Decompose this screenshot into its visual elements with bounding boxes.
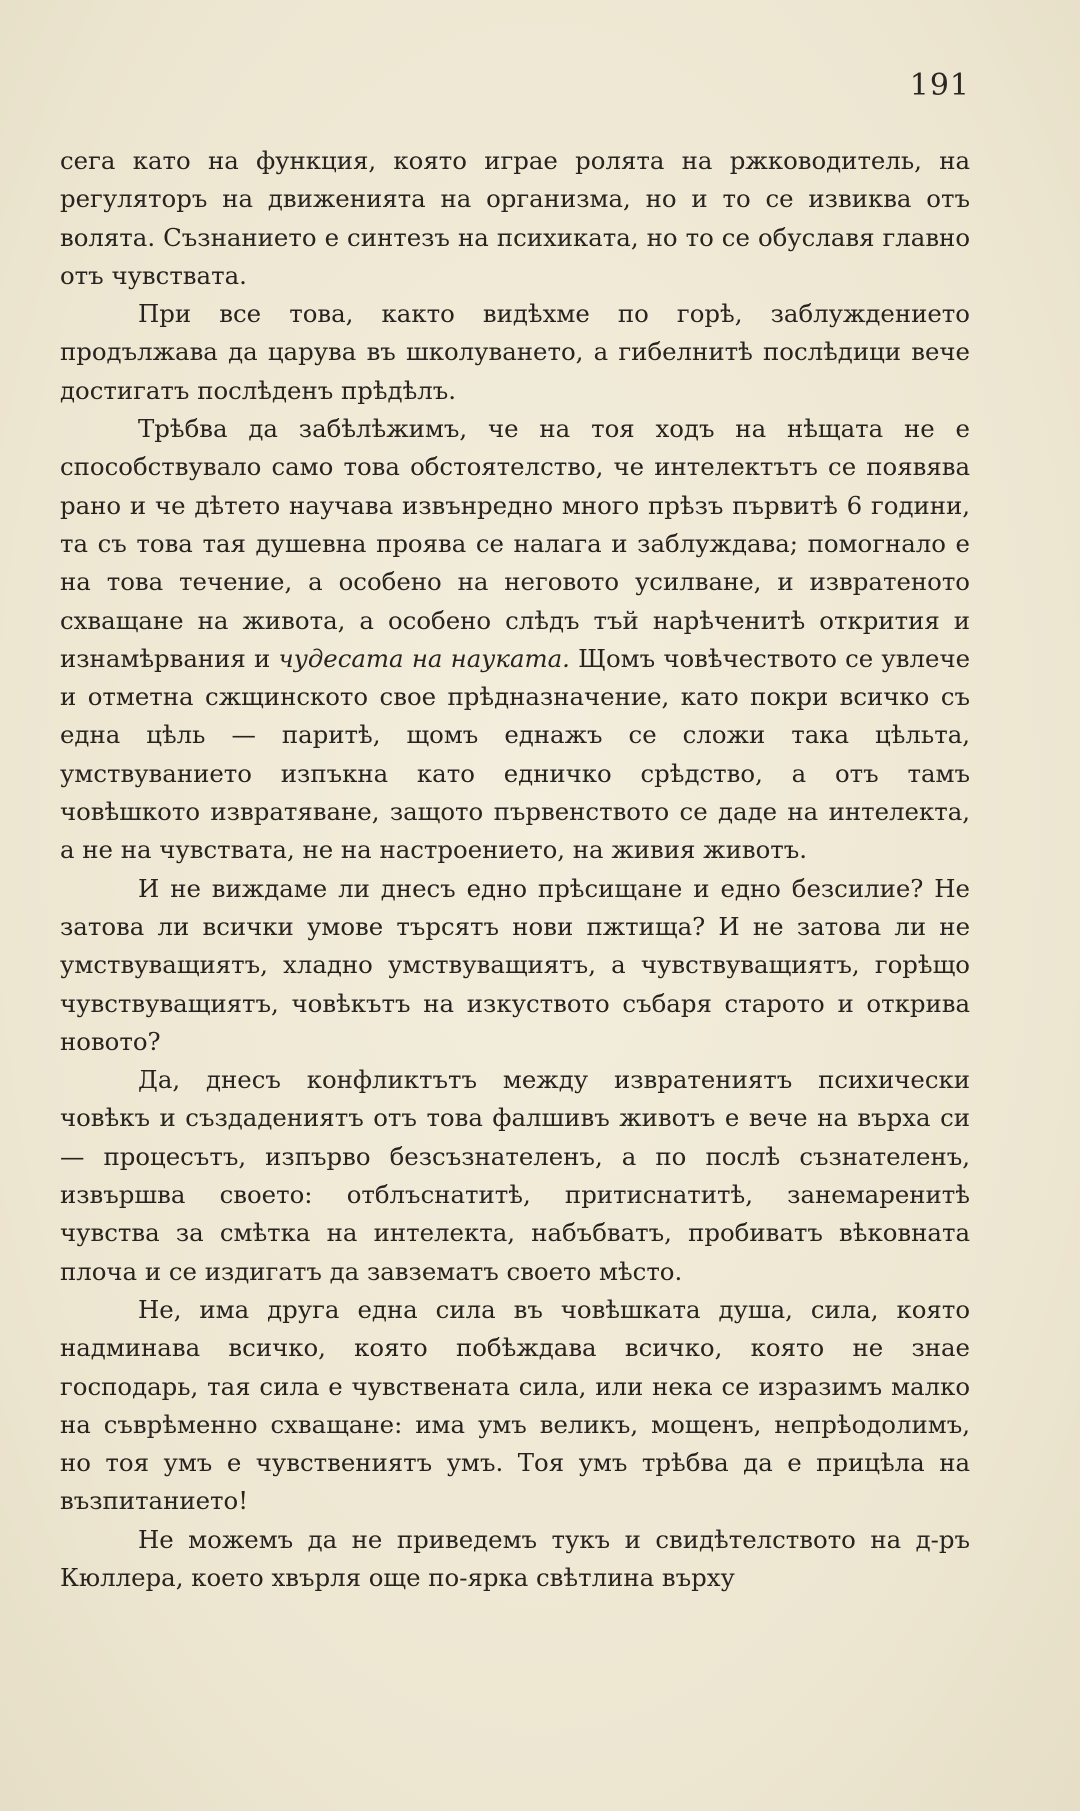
- paragraph: Не, има друга една сила въ човѣшката душа, сила, която надминава всичко, която побѣждава всичко, която не знае господарь, тая сила е чувствената сила, или нека се изразимъ малко на съврѣменно схващане: има умъ великъ, мощенъ, непрѣодолимъ, но тоя умъ е чувствениятъ умъ. Тоя умъ трѣбва да е прицѣла на възпитанието!: [60, 1294, 970, 1516]
- paragraph: И не виждаме ли днесъ едно прѣсищане и едно безсилие? Не затова ли всички умове търсятъ нови пжтища? И не затова ли не умствуващиятъ, хладно умствуващиятъ, а чувствуващиятъ, горѣщо чувствуващиятъ, човѣкътъ на изкуството събаря старото и открива новото?: [60, 873, 970, 1056]
- paragraph: [60, 410, 970, 870]
- page-body-text: [60, 142, 970, 1597]
- paragraph-text: Трѣбва да забѣлѣжимъ, че на тоя ходъ на нѣщата не е способствувало само това обстоятелство, че интелектътъ се появява рано и че дѣтето научава извънредно много прѣзъ първитѣ 6 години, та съ това тая душевна проява се налага и заблуждава; помогнало е на това течение, а особено на неговото усилване, и извратеното схващане на живота, а особено слѣдъ тъй нарѣченитѣ открития и изнамѣрвания и: [60, 414, 970, 673]
- italic-emphasis: чудесата на науката.: [278, 643, 570, 673]
- paragraph-continuation: сега като на функция, която играе ролята на ржководитель, на регуляторъ на движенията на организма, но и то се извиква отъ волята. Съзнанието е синтезъ на психиката, но то се обуславя главно отъ чувствата.: [60, 146, 970, 290]
- paragraph: Не можемъ да не приведемъ тукъ и свидѣтелството на д-ръ Кюллера, което хвърля още по-ярка свѣтлина върху: [60, 1524, 970, 1592]
- paragraph: При все това, както видѣхме по горѣ, заблуждението продължава да царува въ школуването, а гибелнитѣ послѣдици вече достигатъ послѣденъ прѣдѣлъ.: [60, 299, 970, 405]
- paragraph: Да, днесъ конфликтътъ между извратениятъ психически човѣкъ и създадениятъ отъ това фалшивъ животъ е вече на върха си — процесътъ, изпърво безсъзнателенъ, а по послѣ съзнателенъ, извършва своето: отблъснатитѣ, притиснатитѣ, занемаренитѣ чувства за смѣтка на интелекта, набъбватъ, пробиватъ вѣковната плоча и се издигатъ да завзематъ своето мѣсто.: [60, 1065, 970, 1286]
- paragraph-text: Щомъ човѣчеството се увлече и отметна сжщинското свое прѣдназначение, като покри всичко съ една цѣль — паритѣ, щомъ еднажъ се сложи така цѣльта, умствуванието изпъкна като едничко срѣдство, а отъ тамъ човѣшкото извратяване, защото първенството се даде на интелекта, а не на чувствата, не на настроението, на живия животъ.: [60, 643, 970, 865]
- page-number: 191: [909, 68, 970, 103]
